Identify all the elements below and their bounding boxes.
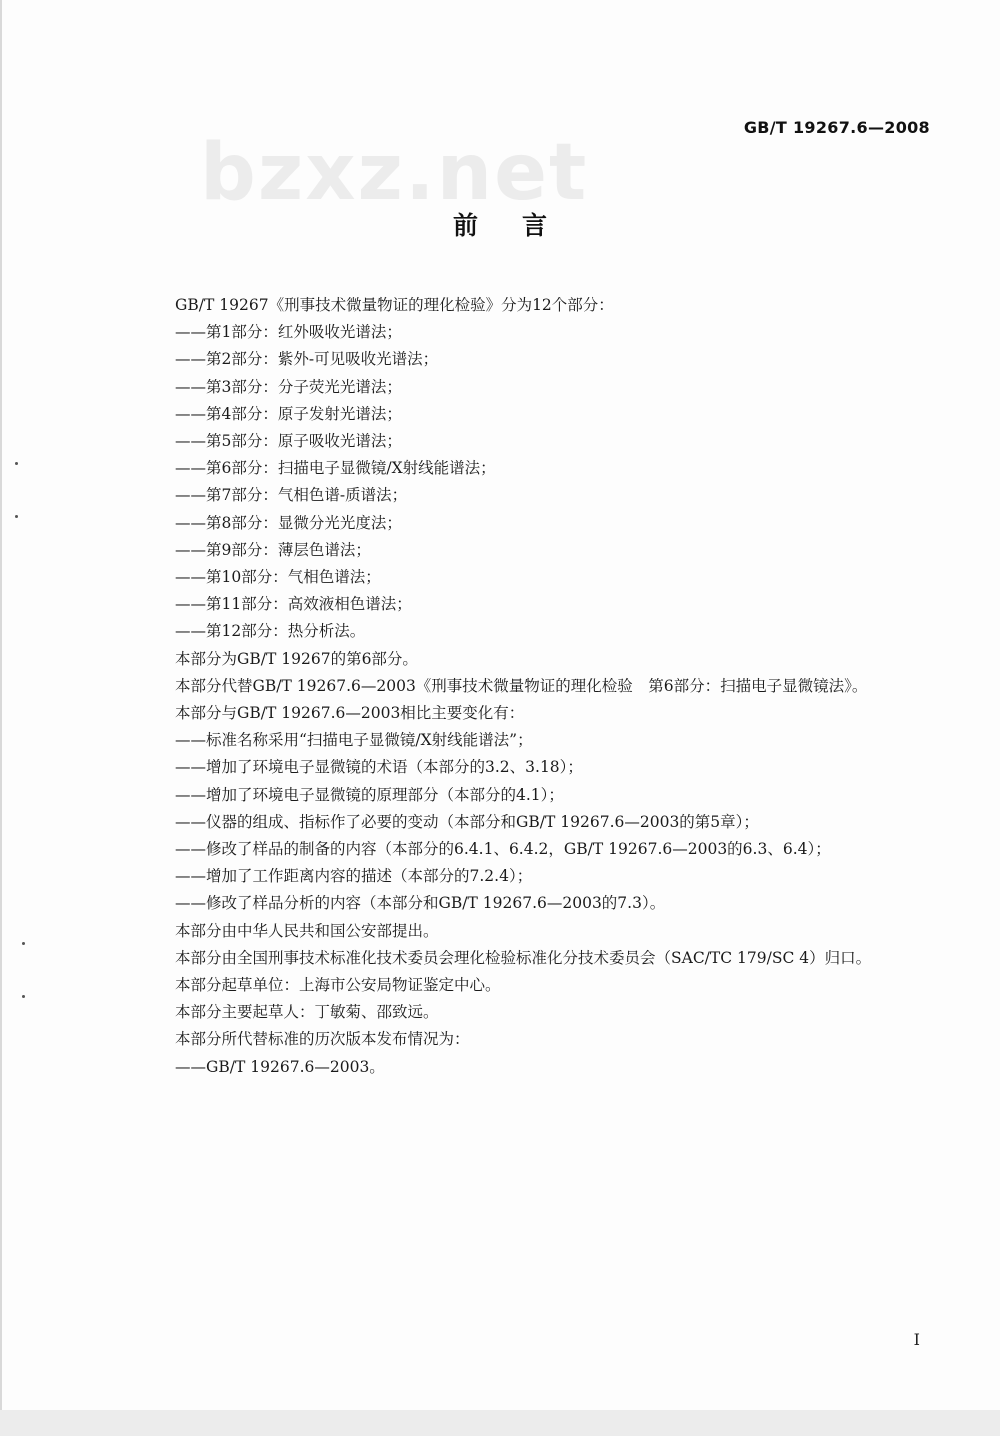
list-item: ——第11部分：高效液相色谱法； bbox=[175, 595, 412, 614]
margin-speck bbox=[15, 515, 18, 518]
list-item: ——第1部分：红外吸收光谱法； bbox=[175, 323, 402, 342]
changes-list bbox=[140, 727, 935, 917]
margin-speck bbox=[22, 995, 25, 998]
list-item: ——第5部分：原子吸收光谱法； bbox=[175, 432, 402, 451]
list-item: ——第7部分：气相色谱-质谱法； bbox=[175, 486, 408, 505]
watermark: bzxz.net bbox=[200, 128, 589, 218]
document-code: GB/T 19267.6—2008 bbox=[743, 118, 930, 137]
drafters-paragraph: 本部分主要起草人：丁敏菊、邵致远。 bbox=[175, 1003, 439, 1022]
list-item: ——修改了样品分析的内容（本部分和GB/T 19267.6—2003的7.3）。 bbox=[175, 894, 666, 913]
list-item: ——GB/T 19267.6—2003。 bbox=[175, 1057, 385, 1076]
list-item: ——修改了样品的制备的内容（本部分的6.4.1、6.4.2，GB/T 19267.6—2003的6.3、6.4）； bbox=[175, 840, 831, 859]
page-number: I bbox=[913, 1330, 920, 1349]
proposed-by-paragraph: 本部分由中华人民共和国公安部提出。 bbox=[175, 921, 439, 940]
list-item: ——第3部分：分子荧光光谱法； bbox=[175, 377, 402, 396]
list-item: ——第9部分：薄层色谱法； bbox=[175, 540, 371, 559]
list-item: ——增加了工作距离内容的描述（本部分的7.2.4）； bbox=[175, 867, 533, 886]
list-item: ——第4部分：原子发射光谱法； bbox=[175, 404, 402, 423]
list-item: ——第10部分：气相色谱法； bbox=[175, 568, 381, 587]
list-item: ——第6部分：扫描电子显微镜/X射线能谱法； bbox=[175, 459, 496, 478]
changes-intro-paragraph: 本部分与GB/T 19267.6—2003相比主要变化有： bbox=[175, 704, 525, 723]
list-item: ——第8部分：显微分光光度法； bbox=[175, 513, 402, 532]
replaces-paragraph: 本部分代替GB/T 19267.6—2003《刑事技术微量物证的理化检验 第6部分：扫描电子显微镜法》。 bbox=[175, 676, 868, 695]
list-item: ——增加了环境电子显微镜的术语（本部分的3.2、3.18）； bbox=[175, 758, 583, 777]
parts-list bbox=[140, 319, 935, 645]
managed-by-paragraph: 本部分由全国刑事技术标准化技术委员会理化检验标准化分技术委员会（SAC/TC 179/SC 4）归口。 bbox=[175, 948, 872, 967]
drafting-unit-paragraph: 本部分起草单位：上海市公安局物证鉴定中心。 bbox=[175, 976, 501, 995]
bottom-edge-strip bbox=[0, 1410, 1000, 1436]
page-title: 前言 bbox=[452, 211, 591, 240]
history-list bbox=[140, 1054, 935, 1081]
list-item: ——仪器的组成、指标作了必要的变动（本部分和GB/T 19267.6—2003的第5章）； bbox=[175, 812, 759, 831]
this-part-paragraph: 本部分为GB/T 19267的第6部分。 bbox=[175, 649, 418, 668]
list-item: ——增加了环境电子显微镜的原理部分（本部分的4.1）； bbox=[175, 785, 564, 804]
intro-paragraph: GB/T 19267《刑事技术微量物证的理化检验》分为12个部分： bbox=[175, 296, 614, 314]
margin-speck bbox=[22, 942, 25, 945]
list-item: ——第12部分：热分析法。 bbox=[175, 622, 366, 641]
foreword-body bbox=[140, 292, 935, 1081]
margin-speck bbox=[15, 462, 18, 465]
history-intro-paragraph: 本部分所代替标准的历次版本发布情况为： bbox=[175, 1030, 470, 1049]
list-item: ——第2部分：紫外-可见吸收光谱法； bbox=[175, 350, 439, 369]
list-item: ——标准名称采用“扫描电子显微镜/X射线能谱法”； bbox=[175, 731, 533, 750]
